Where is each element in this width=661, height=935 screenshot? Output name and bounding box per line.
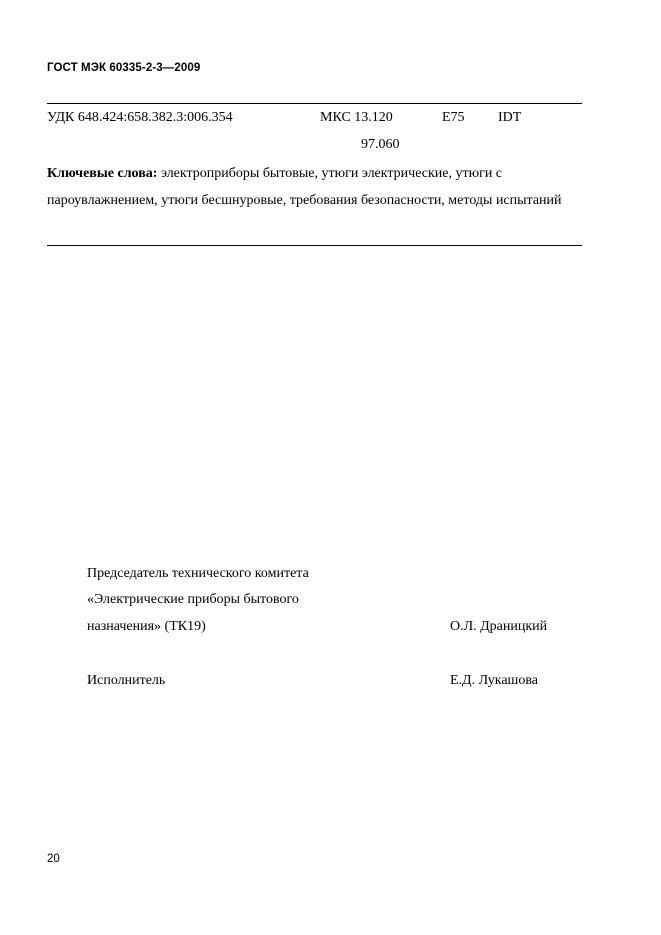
okc-code: Е75 [442, 110, 465, 125]
executor-name: Е.Д. Лукашова [450, 673, 538, 688]
top-divider [47, 103, 582, 104]
chair-title-line-3: назначения» (ТК19) [87, 619, 206, 634]
keywords-text: электроприборы бытовые, утюги электрические, утюги с пароувлажнением, утюги бесшнуровые, требования безопасности, методы испытаний [47, 166, 562, 208]
udk-code: УДК 648.424:658.382.3:006.354 [47, 110, 233, 125]
mks-code-1: МКС 13.120 [320, 110, 393, 125]
chair-title-line-1: Председатель технического комитета [87, 566, 309, 581]
mks-code-2: 97.060 [361, 137, 400, 152]
executor-title: Исполнитель [87, 673, 166, 688]
degree-code: IDT [498, 110, 522, 125]
chair-title-line-2: «Электрические приборы бытового [87, 592, 299, 607]
chair-name: О.Л. Драницкий [450, 619, 548, 634]
standard-title: ГОСТ МЭК 60335-2-3—2009 [47, 62, 201, 74]
keywords-paragraph [47, 160, 582, 214]
keywords-label: Ключевые слова: [47, 166, 158, 181]
bottom-divider [47, 245, 582, 246]
page-number: 20 [47, 853, 60, 865]
